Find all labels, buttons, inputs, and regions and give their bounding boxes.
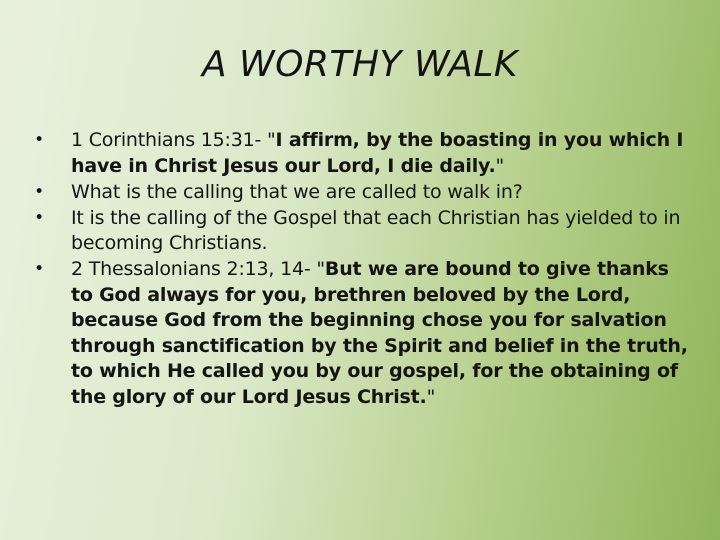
scripture-reference: 2 Thessalonians 2:13, 14- " [71, 258, 325, 280]
bullet-icon: • [34, 130, 44, 150]
bullet-icon: • [34, 259, 44, 279]
scripture-quote: I affirm, by the boasting in you which I have in Christ Jesus our Lord, I die daily. [71, 129, 684, 177]
bullet-item-2 [30, 180, 690, 206]
scripture-reference: 1 Corinthians 15:31- " [71, 129, 276, 151]
bullet-item-1 [30, 128, 690, 179]
quote-close: " [495, 154, 505, 177]
bullet-item-3 [30, 206, 690, 257]
bullet-item-4 [30, 257, 690, 410]
bullet-icon: • [34, 207, 44, 228]
scripture-quote: But we are bound to give thanks to God always for you, brethren beloved by the Lord, because God from the beginning chose you for salvation through sanctification by the Spirit and belief in the truth, to which He called you by our gospel, for the obtaining of the glory of our Lord Jesus Christ. [71, 258, 688, 408]
quote-close: " [426, 385, 436, 408]
slide-title: A WORTHY WALK [201, 44, 519, 85]
bullet-text: It is the calling of the Gospel that each Christian has yielded to in becoming Christians. [71, 206, 681, 254]
bullet-list [30, 128, 690, 411]
bullet-text: What is the calling that we are called to walk in? [71, 180, 523, 203]
bullet-icon: • [34, 181, 44, 202]
